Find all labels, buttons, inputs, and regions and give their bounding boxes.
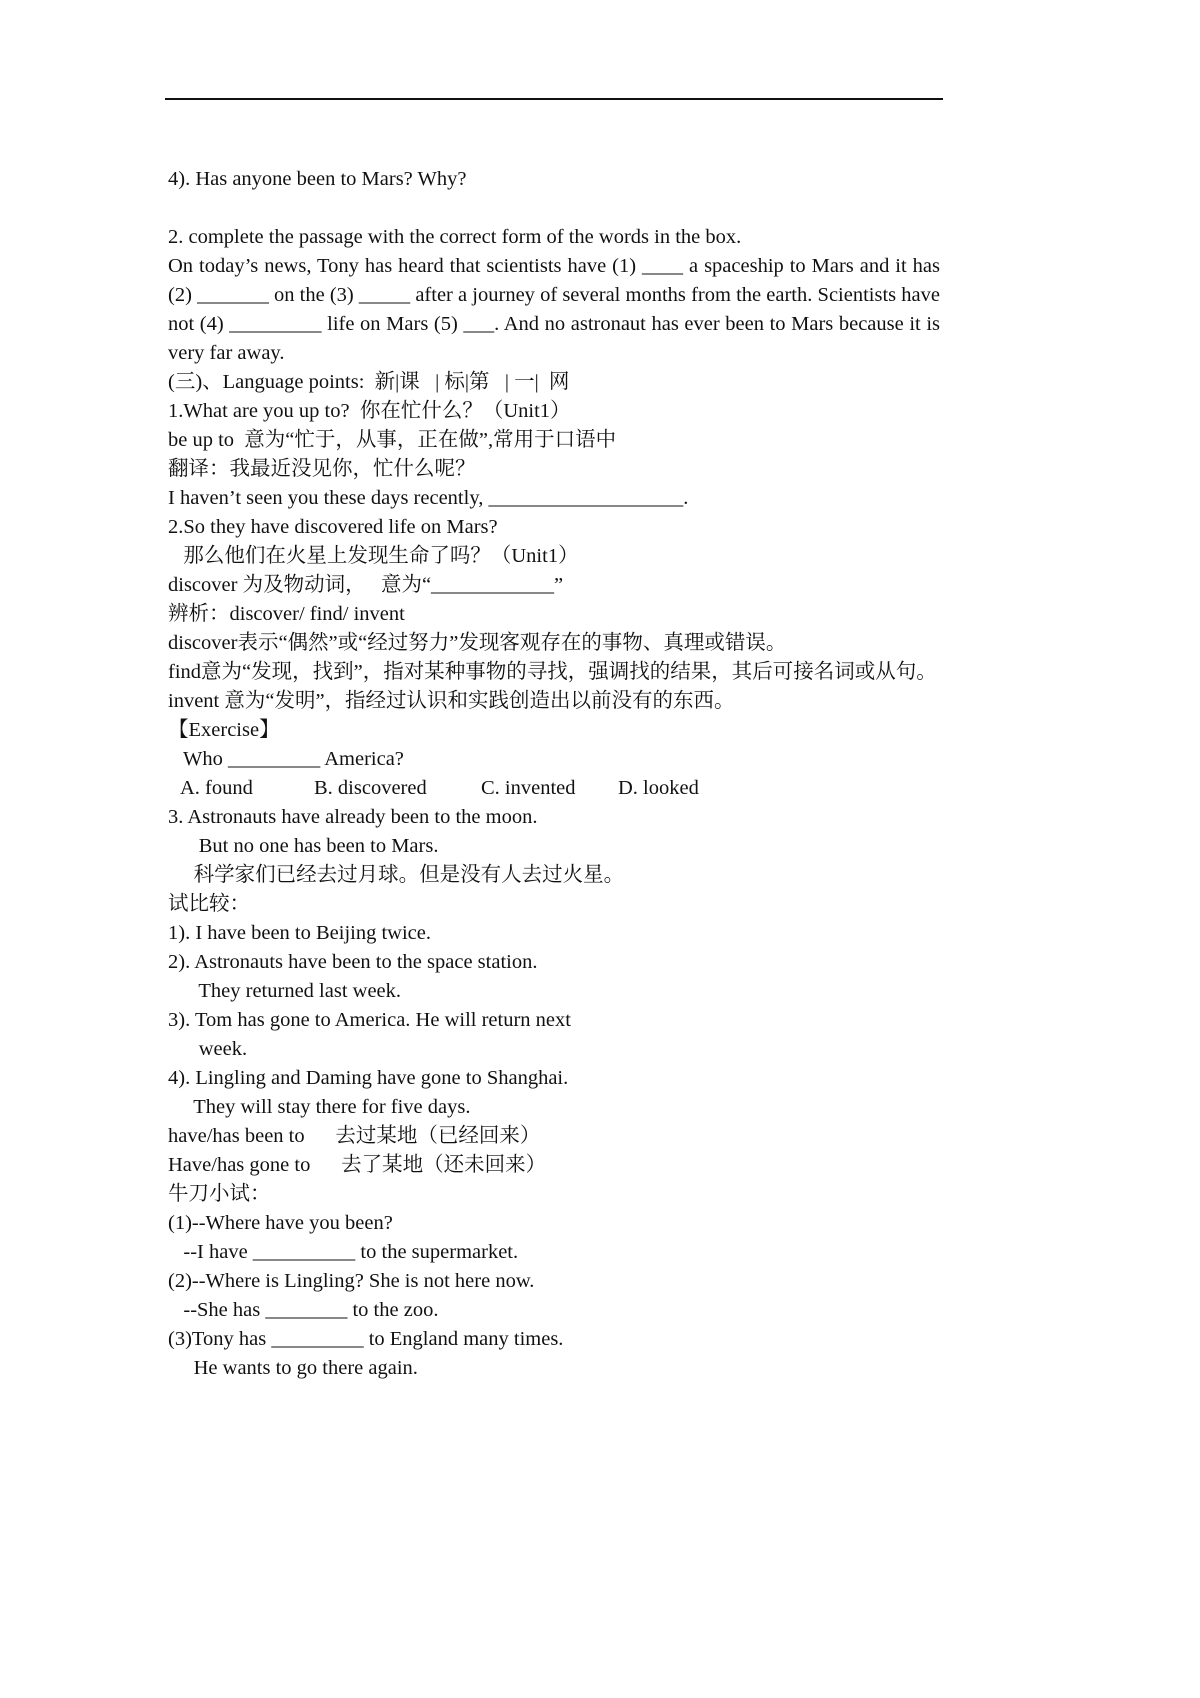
practice-line: --I have __________ to the supermarket. bbox=[168, 1241, 519, 1263]
option-c: C. invented bbox=[481, 777, 576, 799]
rule-gone-to: Have/has gone to 去了某地（还未回来） bbox=[168, 1154, 547, 1176]
example-line: 3). Tom has gone to America. He will return next bbox=[168, 1009, 571, 1031]
point-2-title: 2.So they have discovered life on Mars? bbox=[168, 516, 498, 538]
rule-been-to: have/has been to 去过某地（已经回来） bbox=[168, 1125, 541, 1147]
point-2-discover-note: discover表示“偶然”或“经过努力”发现客观存在的事物、真理或错误。 bbox=[168, 632, 787, 654]
practice-line: (3)Tony has _________ to England many times. bbox=[168, 1328, 564, 1350]
point-2-invent-note: invent 意为“发明”，指经过认识和实践创造出以前没有的东西。 bbox=[168, 690, 735, 712]
example-line: 4). Lingling and Daming have gone to Shanghai. bbox=[168, 1067, 569, 1089]
section-3-heading: (三)、Language points: 新|课 | 标|第 | 一| 网 bbox=[168, 371, 570, 393]
example-line: 2). Astronauts have been to the space station. bbox=[168, 951, 538, 973]
point-3-compare-heading: 试比较： bbox=[168, 893, 250, 915]
practice-line: --She has ________ to the zoo. bbox=[168, 1299, 439, 1321]
point-1-title: 1.What are you up to? 你在忙什么？（Unit1） bbox=[168, 400, 571, 422]
practice-line: He wants to go there again. bbox=[168, 1357, 418, 1379]
question-4: 4). Has anyone been to Mars? Why? bbox=[168, 168, 467, 190]
option-d: D. looked bbox=[618, 777, 699, 799]
point-2-find-note: find意为“发现，找到”，指对某种事物的寻找，强调找的结果，其后可接名词或从句。 bbox=[168, 661, 937, 683]
option-b: B. discovered bbox=[314, 777, 427, 799]
practice-line: (2)--Where is Lingling? She is not here now. bbox=[168, 1270, 535, 1292]
practice-line: (1)--Where have you been? bbox=[168, 1212, 393, 1234]
point-2-question: Who _________ America? bbox=[168, 748, 404, 770]
option-a: A. found bbox=[180, 777, 253, 799]
example-line: 1). I have been to Beijing twice. bbox=[168, 922, 431, 944]
point-2-exercise-heading: 【Exercise】 bbox=[168, 719, 280, 741]
point-1-translate-line: I haven’t seen you these days recently, ___________________. bbox=[168, 487, 689, 509]
point-2-chinese: 那么他们在火星上发现生命了吗？（Unit1） bbox=[168, 545, 579, 567]
point-3-title-cont: But no one has been to Mars. bbox=[168, 835, 439, 857]
example-line: They will stay there for five days. bbox=[168, 1096, 471, 1118]
practice-heading: 牛刀小试： bbox=[168, 1183, 271, 1205]
point-3-chinese: 科学家们已经去过月球。但是没有人去过火星。 bbox=[168, 864, 625, 886]
exercise-2-instruction: 2. complete the passage with the correct form of the words in the box. bbox=[168, 226, 742, 248]
point-2-compare-heading: 辨析：discover/ find/ invent bbox=[168, 603, 405, 625]
point-2-discover-def: discover 为及物动词， 意为“____________” bbox=[168, 574, 564, 596]
worksheet-body bbox=[168, 165, 940, 1383]
point-3-title: 3. Astronauts have already been to the moon. bbox=[168, 806, 538, 828]
blank-spacer bbox=[168, 194, 940, 223]
example-line: week. bbox=[168, 1038, 248, 1060]
answer-options bbox=[168, 774, 940, 803]
point-1-explanation: be up to 意为“忙于，从事，正在做”,常用于口语中 bbox=[168, 429, 617, 451]
point-1-translate-prompt: 翻译：我最近没见你，忙什么呢？ bbox=[168, 458, 476, 480]
header-rule bbox=[165, 98, 943, 100]
exercise-2-passage: On today’s news, Tony has heard that scientists have (1) ____ a spaceship to Mars and it has (2) _______ on the (3) _____ after a journey of several months from the earth. Scientists have not (4) _________ life on Mars (5) ___. And no astronaut has ever been to Mars because it is very far away. bbox=[168, 255, 940, 364]
example-line: They returned last week. bbox=[168, 980, 402, 1002]
